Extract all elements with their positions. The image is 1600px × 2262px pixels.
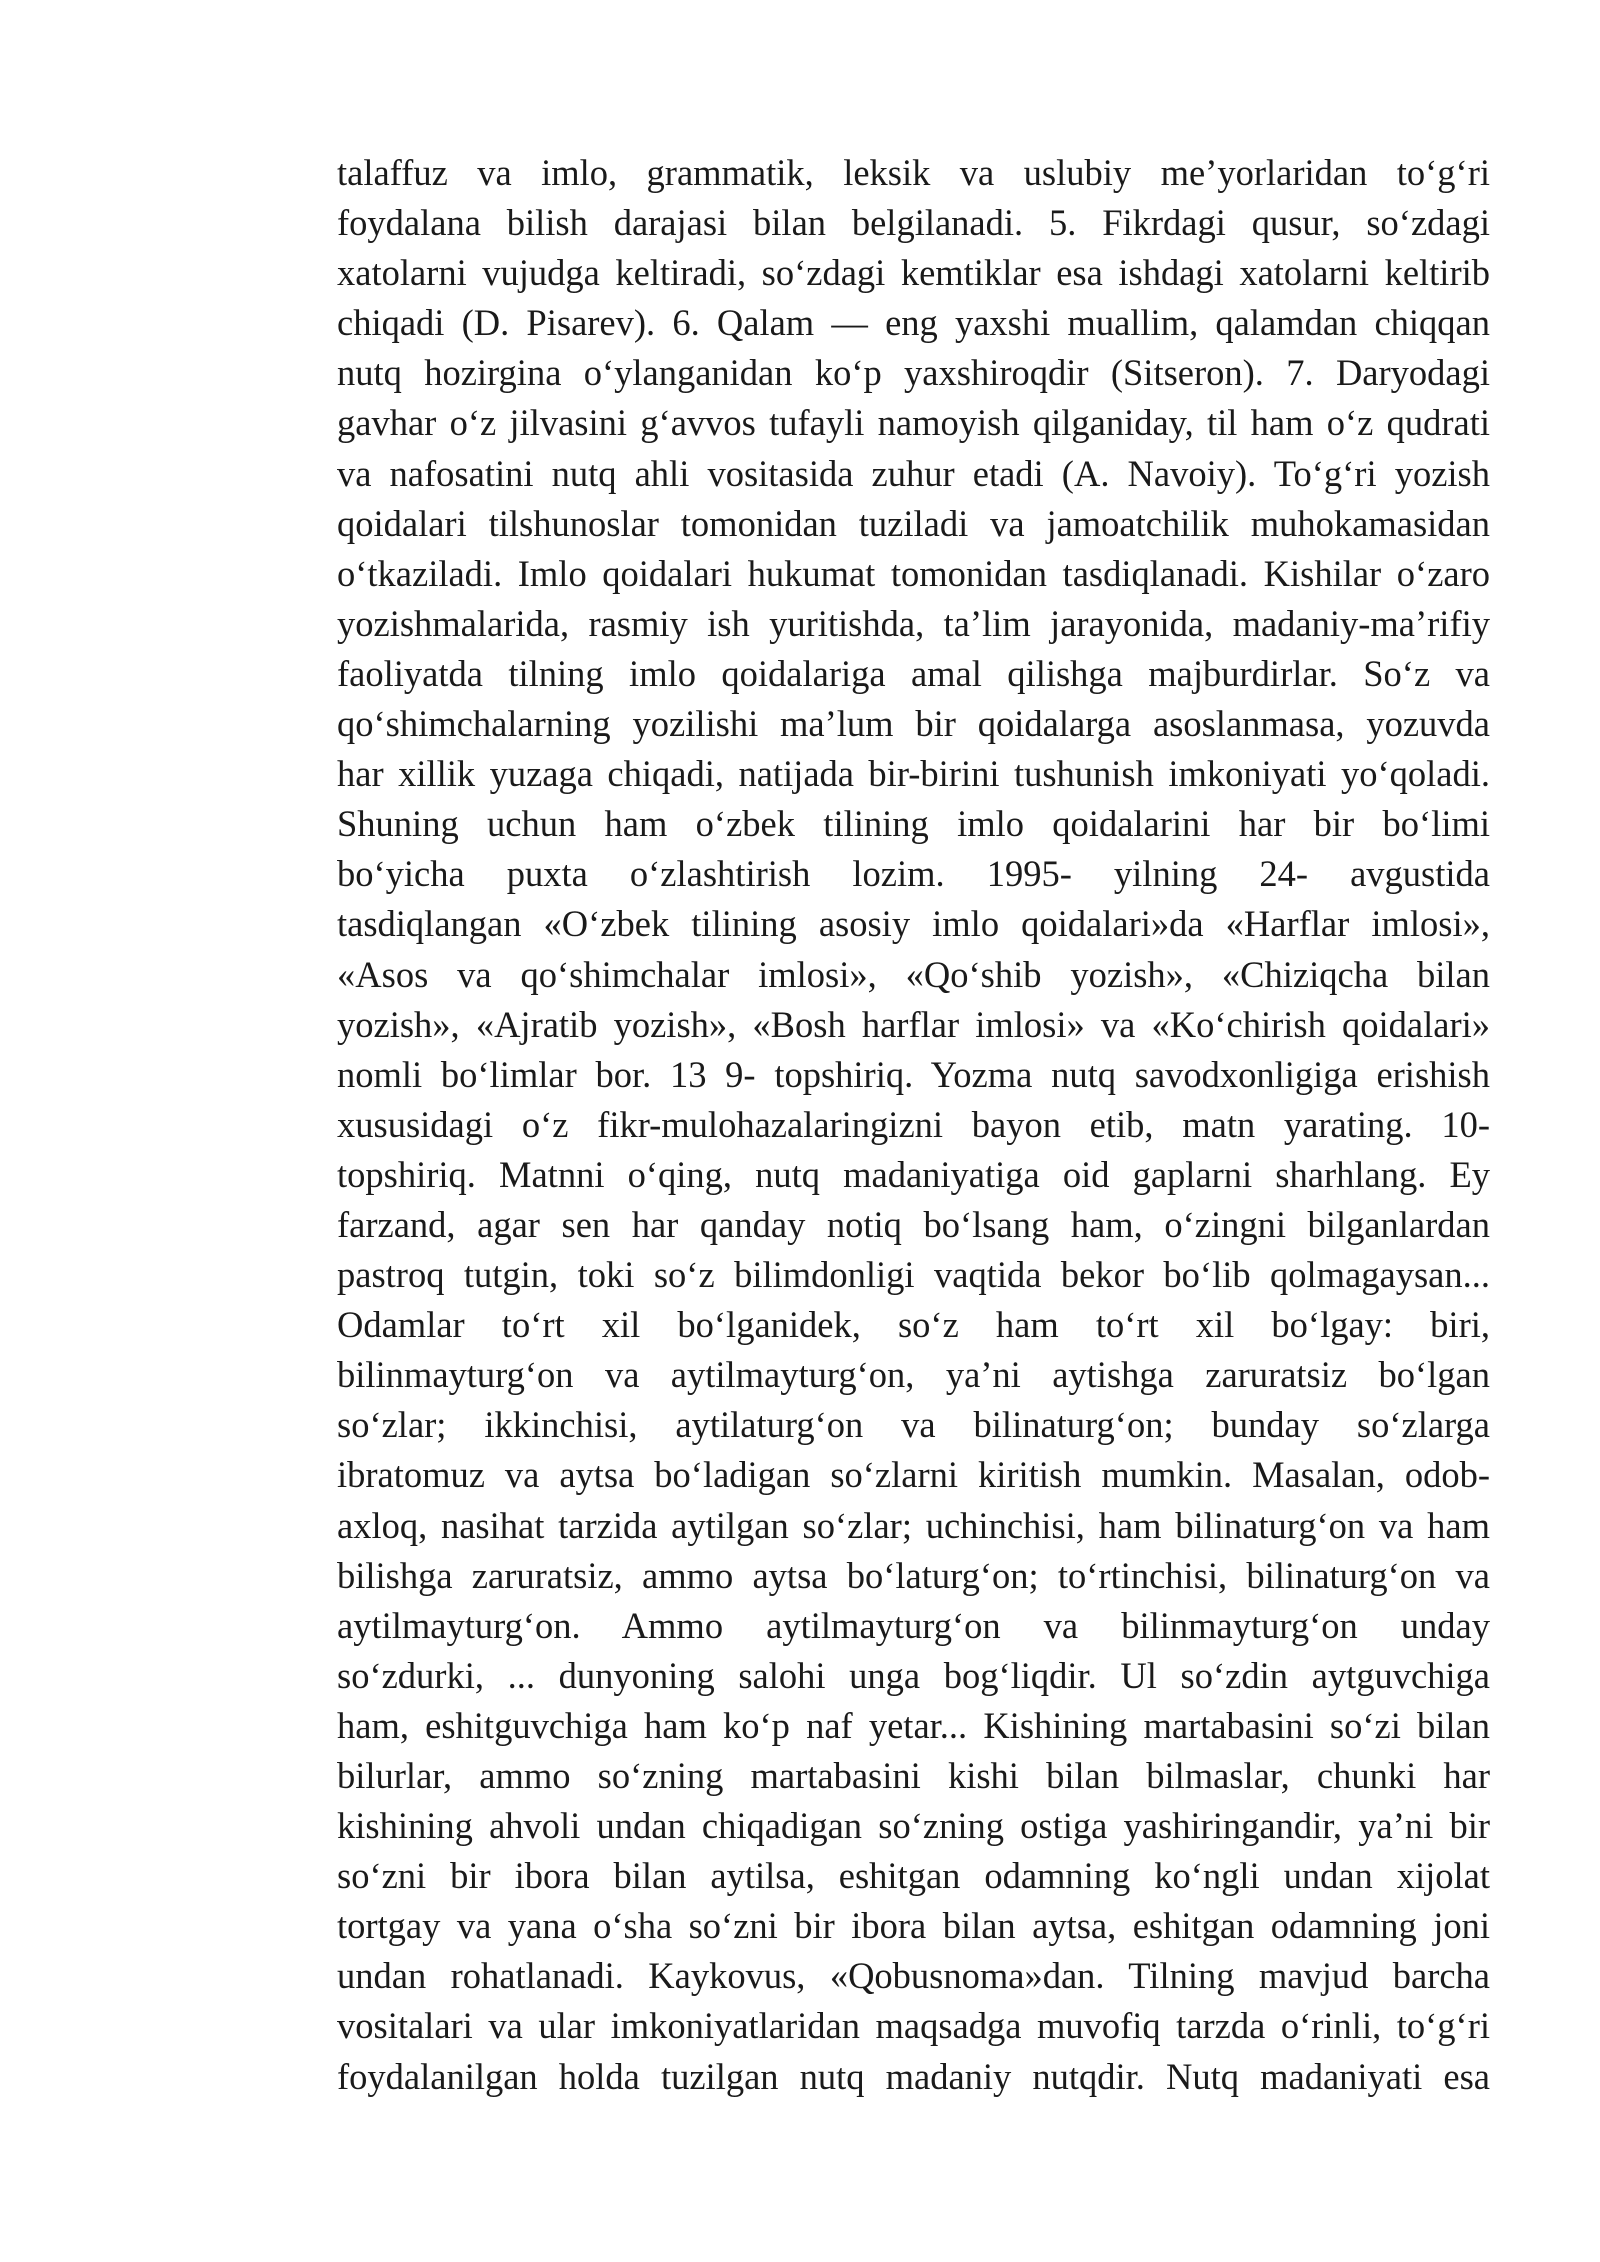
text-line: pastroq tutgin, toki so‘z bilimdonligi vaqtida bekor bo‘lib qolmagaysan... xyxy=(337,1254,1490,1296)
text-line: so‘zlar; ikkinchisi, aytilaturg‘on va bilinaturg‘on; bunday so‘zlarga xyxy=(337,1404,1490,1446)
text-line: gavhar o‘z jilvasini g‘avvos tufayli namoyish qilganiday, til ham o‘z qudrati xyxy=(337,402,1490,444)
text-line: foydalana bilish darajasi bilan belgilanadi. 5. Fikrdagi qusur, so‘zdagi xyxy=(337,202,1490,244)
body-text xyxy=(337,148,1490,2102)
text-line: nutq hozirgina o‘ylanganidan ko‘p yaxshiroqdir (Sitseron). 7. Daryodagi xyxy=(337,352,1490,394)
text-line: ham, eshitguvchiga ham ko‘p naf yetar... Kishining martabasini so‘zi bilan xyxy=(337,1704,1490,1746)
text-line: yozishmalarida, rasmiy ish yuritishda, ta’lim jarayonida, madaniy-ma’rifiy xyxy=(337,602,1490,644)
text-line: yozish», «Ajratib yozish», «Bosh harflar imlosi» va «Ko‘chirish qoidalari» xyxy=(337,1003,1490,1045)
text-line: xususidagi o‘z fikr-mulohazalaringizni bayon etib, matn yarating. 10- xyxy=(337,1103,1490,1145)
text-line: nomli bo‘limlar bor. 13 9- topshiriq. Yozma nutq savodxonligiga erishish xyxy=(337,1053,1490,1095)
text-line: bo‘yicha puxta o‘zlashtirish lozim. 1995- yilning 24- avgustida xyxy=(337,853,1490,895)
text-line: faoliyatda tilning imlo qoidalariga amal qilishga majburdirlar. So‘z va xyxy=(337,652,1490,694)
text-line: farzand, agar sen har qanday notiq bo‘lsang ham, o‘zingni bilganlardan xyxy=(337,1203,1490,1245)
text-line: Shuning uchun ham o‘zbek tilining imlo qoidalarini har bir bo‘limi xyxy=(337,803,1490,845)
text-line: har xillik yuzaga chiqadi, natijada bir-birini tushunish imkoniyati yo‘qoladi. xyxy=(337,753,1490,795)
text-line: vositalari va ular imkoniyatlaridan maqsadga muvofiq tarzda o‘rinli, to‘g‘ri xyxy=(337,2005,1490,2047)
text-line: kishining ahvoli undan chiqadigan so‘zning ostiga yashiringandir, ya’ni bir xyxy=(337,1805,1490,1847)
text-line: va nafosatini nutq ahli vositasida zuhur etadi (A. Navoiy). To‘g‘ri yozish xyxy=(337,452,1490,494)
text-line: Odamlar to‘rt xil bo‘lganidek, so‘z ham to‘rt xil bo‘lgay: biri, xyxy=(337,1304,1490,1346)
text-line: talaffuz va imlo, grammatik, leksik va uslubiy me’yorlaridan to‘g‘ri xyxy=(337,152,1490,193)
text-line: so‘zni bir ibora bilan aytilsa, eshitgan odamning ko‘ngli undan xijolat xyxy=(337,1855,1490,1897)
text-line: aytilmayturg‘on. Ammo aytilmayturg‘on va bilinmayturg‘on unday xyxy=(337,1604,1490,1646)
text-line: bilishga zaruratsiz, ammo aytsa bo‘laturg‘on; to‘rtinchisi, bilinaturg‘on va xyxy=(337,1554,1490,1596)
text-line: qo‘shimchalarning yozilishi ma’lum bir qoidalarga asoslanmasa, yozuvda xyxy=(337,703,1490,745)
text-line: foydalanilgan holda tuzilgan nutq madaniy nutqdir. Nutq madaniyati esa xyxy=(337,2055,1490,2097)
text-line: o‘tkaziladi. Imlo qoidalari hukumat tomonidan tasdiqlanadi. Kishilar o‘zaro xyxy=(337,552,1490,594)
text-line: undan rohatlanadi. Kaykovus, «Qobusnoma»dan. Tilning mavjud barcha xyxy=(337,1955,1490,1997)
text-line: chiqadi (D. Pisarev). 6. Qalam — eng yaxshi muallim, qalamdan chiqqan xyxy=(337,302,1490,344)
text-line: tortgay va yana o‘sha so‘zni bir ibora bilan aytsa, eshitgan odamning joni xyxy=(337,1905,1490,1947)
text-line: bilurlar, ammo so‘zning martabasini kishi bilan bilmaslar, chunki har xyxy=(337,1755,1490,1796)
text-line: so‘zdurki, ... dunyoning salohi unga bog‘liqdir. Ul so‘zdin aytguvchiga xyxy=(337,1654,1490,1696)
text-line: tasdiqlangan «O‘zbek tilining asosiy imlo qoidalari»da «Harflar imlosi», xyxy=(337,903,1490,945)
text-line: qoidalari tilshunoslar tomonidan tuziladi va jamoatchilik muhokamasidan xyxy=(337,502,1490,544)
text-line: xatolarni vujudga keltiradi, so‘zdagi kemtiklar esa ishdagi xatolarni keltirib xyxy=(337,252,1490,294)
text-line: axloq, nasihat tarzida aytilgan so‘zlar; uchinchisi, ham bilinaturg‘on va ham xyxy=(337,1504,1490,1546)
text-line: «Asos va qo‘shimchalar imlosi», «Qo‘shib yozish», «Chiziqcha bilan xyxy=(337,953,1490,995)
text-line: topshiriq. Matnni o‘qing, nutq madaniyatiga oid gaplarni sharhlang. Ey xyxy=(337,1153,1490,1195)
text-line: ibratomuz va aytsa bo‘ladigan so‘zlarni kiritish mumkin. Masalan, odob- xyxy=(337,1454,1490,1496)
text-line: bilinmayturg‘on va aytilmayturg‘on, ya’ni aytishga zaruratsiz bo‘lgan xyxy=(337,1354,1490,1396)
